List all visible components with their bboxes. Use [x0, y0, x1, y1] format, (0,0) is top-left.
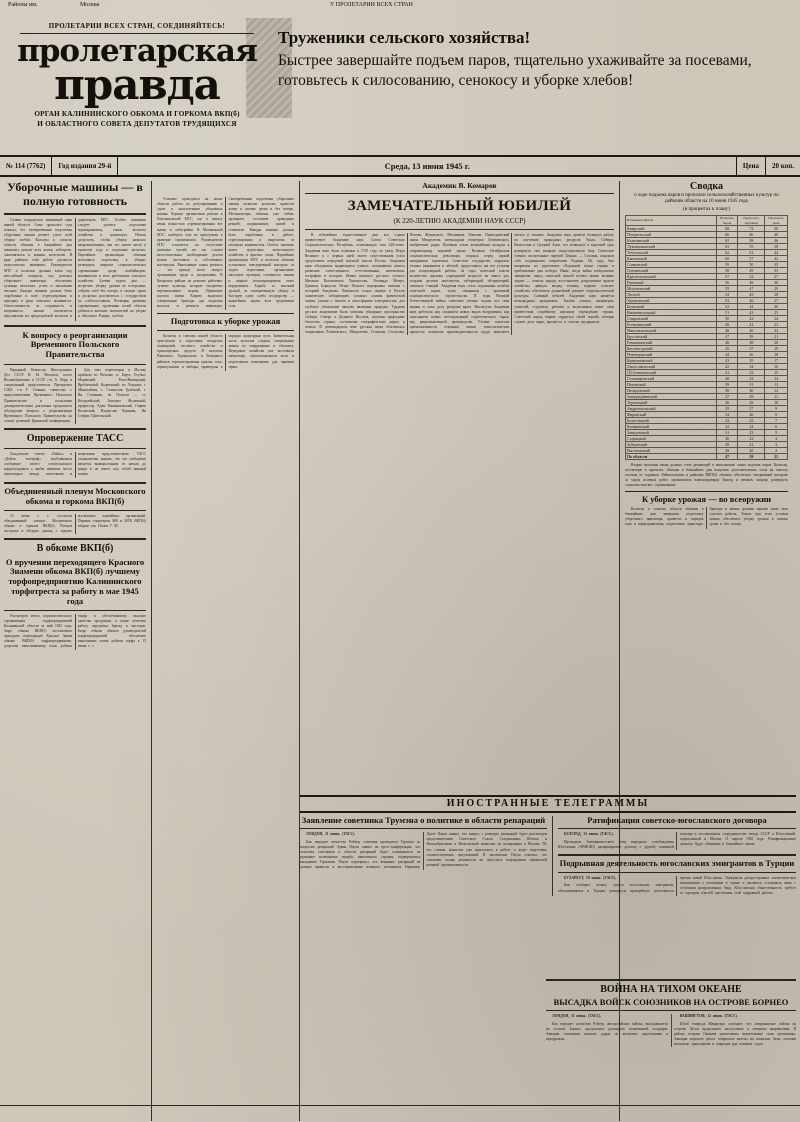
- pacific-war-section: [546, 975, 796, 1047]
- yugoslav-title: Ратификация советско-югославского договора: [587, 814, 767, 825]
- cell-value: 29: [716, 441, 738, 447]
- cell-value: 39: [738, 333, 765, 339]
- cell-value: 41: [738, 321, 765, 327]
- anniversary-subtitle: (К 220-ЛЕТИЮ АКАДЕМИИ НАУК СССР): [393, 217, 526, 226]
- divider: [4, 482, 146, 484]
- divider: [558, 872, 796, 873]
- cell-value: 66: [716, 231, 738, 237]
- appeal-text: Быстрее завершайте подъем паров, тщательно ухаживайте за посевами, готовьтесь к силосованию, сенокосу и уборке хлебов!: [278, 52, 752, 90]
- column2-body: [157, 197, 294, 310]
- cell-value: 28: [765, 291, 788, 297]
- cell-value: 16: [765, 363, 788, 369]
- cell-region: Максатихинский: [626, 327, 717, 333]
- cell-value: 24: [738, 423, 765, 429]
- cell-value: 48: [738, 279, 765, 285]
- cell-value: 40: [716, 375, 738, 381]
- cell-value: 30: [765, 279, 788, 285]
- cell-value: 59: [716, 261, 738, 267]
- cell-value: 6: [765, 423, 788, 429]
- plenum-body: [4, 514, 146, 534]
- cell-region: Теблешский: [626, 249, 717, 255]
- cell-value: 9: [765, 405, 788, 411]
- cell-value: 33: [738, 369, 765, 375]
- cell-region: Кесовогорский: [626, 345, 717, 351]
- divider: [625, 491, 788, 492]
- cell-value: 34: [738, 363, 765, 369]
- cell-value: 42: [765, 255, 788, 261]
- divider: [558, 854, 796, 856]
- cell-value: 50: [738, 261, 765, 267]
- cell-value: 25: [765, 309, 788, 315]
- masthead-title-line2: правда: [54, 59, 220, 109]
- truman-dateline: ЛОНДОН, 11 июня. (ТАСС).: [306, 832, 356, 837]
- cell-value: 23: [738, 429, 765, 435]
- truman-title: Заявление советника Трумэна о политике в области репараций: [301, 814, 546, 825]
- pacific-dateline-1: ЛОНДОН, 11 июня. (ТАСС).: [552, 1014, 602, 1019]
- cell-value: 36: [738, 351, 765, 357]
- cell-value: 49: [738, 267, 765, 273]
- cell-value: 44: [765, 249, 788, 255]
- cell-region: Торопецкий: [626, 399, 717, 405]
- cell-value: 45: [738, 291, 765, 297]
- cell-value: 53: [716, 297, 738, 303]
- cell-value: 35: [765, 261, 788, 267]
- cell-region: Бежецкий: [626, 303, 717, 309]
- header-pары: Вспахано паров: [716, 216, 738, 226]
- cell-value: 42: [716, 363, 738, 369]
- editorial-paragraph: Славно потрудились машинный парк нашей области. Опыт прошлого года показал, что своевременная подготовка уборочных машин решает успех всей уборки хлебов. Колхозы и совхозы области обязаны в ближайшие дни закончить ремонт всех жаток, лобогреек, сноповязалок и конных молотилок. В ряде районов этой работе уделяется недостаточно внимания. Руководители МТС и колхозов должны взять под неослабный контроль ход ремонта уборочного инвентаря, обеспечить кузницы металлом, углем и запасными частями. Каждая машина должна быть опробована в поле, отрегулирована и передана в руки опытного машиниста. Ответственность за сохранность и исправность машин возлагается персонально на председателей колхозов и директоров МТС. Особое внимание следует уделить подготовке зернохранилищ, токов, весового хозяйства и транспорта. Нельзя допустить, чтобы уборка началась неорганизованно, как это имело место в прошлом году в отдельных колхозах. Партийные организации обязаны возглавить подготовку к уборке, развернуть широкое социалистическое соревнование среди комбайнеров, машинистов и всех работников сельского хозяйства. Боевая задача дня — встретить уборку урожая во всеоружии, собрать хлеб без потерь, в сжатые сроки и досрочно рассчитаться с государством по хлебопоставкам. Всемерно развивая соревнование, труженики полей области добьются высоких показателей на уборке и обеспечат Родину хлебом.: [4, 217, 146, 319]
- cell-value: 38: [765, 243, 788, 249]
- cell-value: 24: [765, 315, 788, 321]
- cell-region: Селижаровский: [626, 375, 717, 381]
- cell-value: 43: [716, 357, 738, 363]
- harvest-ready-body: [625, 507, 788, 529]
- cell-value: 31: [738, 381, 765, 387]
- cell-region: Молоковский: [626, 285, 717, 291]
- cell-region: Фировский: [626, 411, 717, 417]
- cell-value: 46: [765, 237, 788, 243]
- cell-region: Оленинский: [626, 267, 717, 273]
- issue-price: 20 коп.: [772, 162, 794, 170]
- column-2: [152, 181, 300, 1121]
- obkom-body: [4, 614, 146, 651]
- topbar-mid: Москва: [80, 2, 100, 8]
- cell-value: 27: [738, 405, 765, 411]
- divider: [546, 979, 796, 981]
- cell-value: 10: [765, 399, 788, 405]
- issue-bar: [0, 155, 800, 177]
- cell-region: Кашинский: [626, 255, 717, 261]
- header-region: Названия районов: [626, 216, 717, 226]
- divider: [558, 828, 796, 829]
- cell-region: Калязинский: [626, 237, 717, 243]
- cell-value: 56: [716, 279, 738, 285]
- cell-value: 29: [738, 393, 765, 399]
- cell-value: 50: [765, 225, 788, 231]
- editorial-body: [4, 218, 146, 321]
- article-byline: Академик В. Комаров: [422, 181, 497, 190]
- editorial-headline: Уборочные машины — в полную готовность: [7, 180, 143, 208]
- cell-value: 42: [738, 315, 765, 321]
- svodka-table: [625, 215, 788, 460]
- cell-value: 19: [765, 345, 788, 351]
- pacific-body: [546, 1014, 796, 1047]
- appeal-headline: Труженики сельского хозяйства!: [278, 28, 531, 47]
- cell-value: 29: [765, 285, 788, 291]
- masthead-slogan: ПРОЛЕТАРИИ ВСЕХ СТРАН, СОЕДИНЯЙТЕСЬ!: [48, 22, 226, 30]
- svodka-footnote-text: Вторая половина июня должна стать решающей в выполнении плана подъема паров. Колхозы, отстающие в прополке, обязаны в ближайшие дни выделить дополнительные силы на очистку посевов от сорняков. Райисполкомы и райкомы ВКП(б) обязаны обеспечить ежедневный контроль за ходом полевых работ, организовать взаимопроверку бригад и звеньев, широко развернуть социалистическое соревнование.: [625, 462, 788, 488]
- cell-value: 22: [765, 453, 788, 459]
- obkom-paragraph: Рассмотрев итоги социалистического соревнования торфопредприятий Калининской области за май 1945 года, бюро обкома ВКП(б) постановило присудить переходящее Красное Знамя обкома ВКП(б) торфопредприятию, досрочно выполнившему план добычи торфа и обеспечившему высокое качество продукции, а также отметить работу передовых бригад и мастеров. Бюро обкома обязало руководителей торфопредприятий обеспечить выполнение плана добычи торфа к 15 июня с. г.: [4, 613, 146, 649]
- cell-value: 17: [765, 357, 788, 363]
- pacific-paragraph-1: Как передает агентство Рейтер, австралийские войска, высадившиеся на острове Борнео, продолжают расширять захваченный плацдарм. Авиация союзников наносит удары по японским укреплениям и аэродромам.: [546, 1021, 668, 1042]
- cell-value: 30: [738, 387, 765, 393]
- cell-value: 37: [738, 345, 765, 351]
- topbar-right: У ПРОЛЕТАРИИ ВСЕХ СТРАН: [330, 2, 413, 8]
- poland-section-title: К вопросу о реорганизации Временного Польского Правительства: [22, 329, 128, 360]
- cell-region: Андреапольский: [626, 405, 717, 411]
- cell-region: Завидовский: [626, 429, 717, 435]
- cell-value: 58: [716, 267, 738, 273]
- cell-value: 32: [738, 375, 765, 381]
- cell-value: 40: [765, 231, 788, 237]
- divider: [4, 213, 146, 215]
- foreign-telegrams-section: [300, 795, 796, 896]
- cell-value: 18: [765, 351, 788, 357]
- cell-value: 45: [716, 345, 738, 351]
- harvest-prep-body: [157, 334, 294, 371]
- cell-value: 30: [716, 435, 738, 441]
- cell-value: 31: [716, 429, 738, 435]
- obkom-kicker: В обкоме ВКП(б): [36, 543, 114, 555]
- masthead-subtitle-line2: И ОБЛАСТНОГО СОВЕТА ДЕПУТАТОВ ТРУДЯЩИХСЯ: [37, 119, 237, 128]
- cell-region: Западнодвинский: [626, 393, 717, 399]
- cell-value: 49: [716, 321, 738, 327]
- cell-value: 40: [738, 327, 765, 333]
- topbar-left: Районы им.: [8, 2, 38, 8]
- svodka-rows: [626, 225, 788, 459]
- yugoslav-dateline: БЕЛГРАД, 12 июня. (ТАСС).: [563, 832, 614, 837]
- cell-region: Нелидовский: [626, 387, 717, 393]
- foreign-item-right-stack: [553, 816, 796, 897]
- cell-region: Лесной: [626, 291, 717, 297]
- cell-value: 12: [765, 387, 788, 393]
- issue-date: Среда, 13 июня 1945 г.: [118, 157, 736, 175]
- cell-value: 72: [738, 225, 765, 231]
- truman-paragraph: Как передает агентство Рейтер, советник президента Трумэна по вопросам репараций Эдвин Паули заявил на пресс-конференции, что политика союзников в области репараций будет основываться на принципе возмещения ущерба, нанесенного странам, подвергшимся нападению Германии. Паули подчеркнул, что взимание репараций не должно привести к восстановлению военного потенциала Германии. Далее Паули заявил, что вопрос о размерах репараций будет рассмотрен представителями Советского Союза, Соединенных Штатов и Великобритании в Межсоюзной комиссии по репарациям в Москве. По его словам, комиссия уже приступила к работе и ведет подготовку соответствующих предложений. В заключение Паули отметил, что союзники полны решимости не допустить возрождения германской военной промышленности.: [300, 832, 547, 870]
- masthead: [0, 0, 800, 155]
- cell-value: 38: [738, 339, 765, 345]
- cell-value: 55: [716, 285, 738, 291]
- cell-value: 13: [765, 381, 788, 387]
- masthead-appeal: [278, 28, 794, 91]
- cell-value: 54: [716, 291, 738, 297]
- cell-value: 21: [738, 441, 765, 447]
- cell-value: 51: [716, 309, 738, 315]
- divider: [305, 229, 614, 230]
- emigrants-dateline: БУХАРЕСТ, 10 июня. (ТАСС).: [563, 875, 617, 880]
- foreign-item-1: [300, 816, 553, 897]
- cell-value: 21: [765, 333, 788, 339]
- cell-value: 39: [716, 381, 738, 387]
- cell-region: Спировский: [626, 315, 717, 321]
- header-grain: Прополото зерновых: [738, 216, 765, 226]
- cell-value: 37: [716, 393, 738, 399]
- cell-value: 8: [765, 411, 788, 417]
- cell-region: Брусовский: [626, 333, 717, 339]
- divider: [300, 828, 547, 829]
- cell-region: Кувшиновский: [626, 357, 717, 363]
- cell-value: 4: [765, 435, 788, 441]
- header-flax: Прополото льна: [765, 216, 788, 226]
- cell-value: 47: [738, 285, 765, 291]
- poland-section-body: [4, 368, 146, 424]
- cell-value: 61: [738, 249, 765, 255]
- plenum-paragraph: 12 июня с. г. состоялся объединенный пленум Московского обкома и горкома ВКП(б). Пленум заслушал и обсудил доклад о задачах московских партийных организаций. Первым секретарем МК и МГК ВКП(б) избран тов. Попов Г. М.: [4, 513, 146, 534]
- cell-value: 47: [716, 453, 738, 459]
- cell-value: 41: [716, 369, 738, 375]
- emigrants-title: Подрывная деятельность югославских эмигрантов в Турции: [559, 858, 795, 869]
- cell-value: 25: [738, 417, 765, 423]
- cell-value: 22: [765, 327, 788, 333]
- cell-value: 38: [716, 387, 738, 393]
- cell-region: Высоковский: [626, 447, 717, 453]
- cell-value: 50: [716, 315, 738, 321]
- anniversary-headline: ЗАМЕЧАТЕЛЬНЫЙ ЮБИЛЕЙ: [347, 198, 572, 214]
- cell-value: 22: [738, 435, 765, 441]
- anniversary-paragraph: В юбилейные торжественные дни вся страна приветствует Академию наук Союза Советских Социалистических Республик, отмечающую свое 220-летие. Академия наук была основана в 1725 году по указу Петра Великого и с первых дней своего существования стала средоточием передовой научной мысли России. Академия наук объединила выдающихся ученых, положивших начало развитию отечественного естествознания, математики, географии и истории. Имена великого русского ученого Михаила Васильевича Ломоносова, Леонарда Эйлера, Даниила Бернулли, Петра Палласа неразрывно связаны с историей Академии. Ломоносов создал первую в России химическую лабораторию, заложил основы физической химии, учения о теплоте и атмосферном электричестве, дал глубокое объяснение многим явлениям природы. Трудами русских академиков были описаны обширные пространства Сибири, Севера и Дальнего Востока, изучены природные богатства страны, составлены географические карты и атласы. В девятнадцатом веке русская наука обогатилась открытиями Лобачевского, Менделеева, Сеченова, Столетова, Попова, Жуковского, Мечникова, Павлова. Периодический закон Менделеева, неевклидова геометрия Лобачевского, изобретение радио Поповым стали величайшим вкладом в сокровищницу мировой науки. Великая Октябрьская социалистическая революция открыла перед наукой невиданные горизонты. Советское государство окружило ученых вниманием и заботой, предоставило им все условия для плодотворной работы. За годы советской власти количество научных учреждений возросло во много раз, созданы десятки институтов, лабораторий, обсерваторий, опытных станций. Академия наук стала подлинным штабом советской науки, тесно связанным с практикой социалистического строительства. В годы Великой Отечественной войны советские ученые отдали все свои знания и силы делу разгрома врага. Институты Академии наук работали над созданием новых видов вооружения, над изысканием новых месторождений стратегического сырья, над рационализацией производства. Ученые помогали промышленности осваивать новые технологические процессы, повышать производительность труда, экономить металл и топливо. Академия наук провела большую работу по изучению природных ресурсов Урала, Сибири, Казахстана и Средней Азии, что позволило в короткий срок развернуть там мощную индустриальную базу. Советские ученые, воспитанные партией Ленина — Сталина, показали себя подлинными патриотами Родины. Их труд был направлен на укрепление оборонной мощи страны и приближение дня победы. Ныне, когда война победоносно завершена, перед советской наукой встают новые великие задачи — помочь народу восстановить разрушенное врагом хозяйство, двинуть вперед технику, поднять сельское хозяйство, обеспечить дальнейший расцвет социалистической культуры. Славный юбилей Академии наук является всенародным праздником. Тысячи ученых, инженеров, учителей, студентов, рабочих и колхозников шлют свои приветствия старейшему научному учреждению страны. Советский народ вправе гордиться своей наукой, которая служит делу мира, прогресса и счастья трудящихся.: [305, 233, 614, 335]
- cell-region: По области: [626, 453, 717, 459]
- pacific-dateline-2: ВАШИНГТОН, 12 июня. (ТАСС).: [680, 1014, 738, 1019]
- tass-body: [4, 452, 146, 479]
- divider: [4, 448, 146, 449]
- plenum-title: Объединенный пленум Московского обкома и горкома ВКП(б): [4, 486, 146, 507]
- cell-region: Удомельский: [626, 297, 717, 303]
- cell-value: 46: [738, 297, 765, 303]
- cell-value: 57: [716, 273, 738, 279]
- cell-value: 55: [738, 243, 765, 249]
- cell-value: 60: [738, 231, 765, 237]
- divider: [4, 428, 146, 430]
- column2-paragraph: Успешно проводится на полях области работа по регулированию и сдаче в эксплуатацию уборочных машин. Хорошо организован ремонт в Емельяновской МТС, где к началу июня полностью отремонтированы все жатки и лобогрейки. В Мошковской МТС, наоборот, еще не приступили к проверке сноповязалок. Руководители МТС ссылаются на отсутствие запасных частей, но эти ссылки несостоятельны: необходимые детали можно изготовить в собственных мастерских. Выполнение плана ремонта — это прежде всего вопрос организации труда и дисциплины. В Кимрском районе на ремонте работают лучшие кузнецы, которые ежедневно перевыполняют нормы. Правление колхоза имени Кирова выделило специальные бригады для подвозки металла и ремонта инвентаря. Своевременная подготовка уборочных машин позволит колхозам провести жатву в сжатые сроки и без потерь. Механизаторы обязаны уже сейчас проверить состояние приводных ремней, подшипников, ножей и сегментов. Каждая машина должна быть опробована в работе, отрегулирована и закреплена за опытным машинистом. Особое значение имеет подготовка молотильного хозяйства и крытых токов. Партийные организации МТС и колхозов обязаны установить повседневный контроль за ходом подготовки, организовать массовую проверку готовности машин и широко популяризировать опыт передовиков. Борьба за высокий урожай, за своевременную уборку и быструю сдачу хлеба государству — важнейшая задача всех тружеников села.: [157, 197, 294, 308]
- cell-region: Ржевский: [626, 279, 717, 285]
- cell-value: 44: [738, 303, 765, 309]
- cell-value: 68: [716, 225, 738, 231]
- cell-value: 2: [765, 447, 788, 453]
- cell-value: 65: [716, 237, 738, 243]
- cell-region: Лихославльский: [626, 363, 717, 369]
- cell-value: 52: [716, 303, 738, 309]
- yugoslav-body: [558, 832, 796, 850]
- table-total-row: [626, 453, 788, 459]
- cell-value: 3: [765, 441, 788, 447]
- svodka-subtitle: о ходе подъема паров и прополки сельскохозяйственных культур по районам области на 10 июня 1945 года: [634, 192, 779, 204]
- svodka-note: (в процентах к плану): [683, 207, 730, 212]
- cell-region: Вышневолоцкий: [626, 309, 717, 315]
- cell-value: 58: [738, 237, 765, 243]
- pacific-title: ВОЙНА НА ТИХОМ ОКЕАНЕ: [600, 984, 742, 995]
- divider: [4, 325, 146, 327]
- masthead-title-line1: пролетарская: [17, 33, 257, 69]
- obkom-title: О вручении переходящего Красного Знамени обкома ВКП(б) лучшему торфопредприятию Калининского торфотреста за работу в мае 1945 года: [5, 556, 145, 606]
- cell-value: 39: [738, 453, 765, 459]
- harvest-prep-title: Подготовка к уборке урожая: [170, 316, 281, 327]
- column-1: [4, 181, 152, 1121]
- cell-value: 20: [765, 339, 788, 345]
- cell-region: Есеновичский: [626, 321, 717, 327]
- cell-value: 36: [716, 399, 738, 405]
- cell-region: Пеновский: [626, 381, 717, 387]
- cell-value: 28: [738, 399, 765, 405]
- cell-region: Конаковский: [626, 423, 717, 429]
- poland-delegates: Для этих переговоров в Москву прибыли из Польши: гг. Берут, Осубка-Моравский, Рола-Жимерский, Врублевский, Кодвенский; из Лондона: г. Миколайчик, г. Станислав Грабский, г. Ян Станьчик; из Польши — гг. Колодзейский, Зыгмунт Жулавский, профессор Адам Кжижановский, Генрик Коловский, Владислав Кернник, Ян Стефан Щигельский.: [78, 368, 146, 418]
- cell-value: 23: [765, 321, 788, 327]
- divider: [4, 610, 146, 611]
- cell-value: 63: [716, 243, 738, 249]
- truman-body: [300, 832, 547, 870]
- cell-value: 47: [716, 333, 738, 339]
- svodka-footnote: [625, 463, 788, 488]
- cell-region: Погорельский: [626, 231, 717, 237]
- cell-value: 32: [716, 423, 738, 429]
- cell-value: 34: [716, 411, 738, 417]
- cell-value: 15: [765, 369, 788, 375]
- cell-value: 26: [765, 303, 788, 309]
- harvest-ready-paragraph: Колхозы и совхозы области обязаны в ближайшие дни завершить подготовку уборочного инвентаря, привести в порядок тока и зернохранилища, подготовить транспорт. Бригады и звенья должны заранее знать свои участки работы. Только при этом условии можно обеспечить уборку урожая в сжатые сроки и без потерь.: [625, 506, 788, 527]
- emigrants-paragraph: Как сообщает печать, группа югославских эмигрантов, обосновавшихся в Турции, развернула враждебную деятельность против новой Югославии. Эмигранты распространяют клеветнические измышления о положении в стране и пытаются установить связь с остатками разгромленных банд. Югославская общественность требует от турецких властей пресечения этой подрывной работы.: [557, 875, 796, 896]
- issue-number: № 114 (7762): [0, 157, 52, 175]
- masthead-nameplate: [6, 22, 268, 130]
- cell-region: Старицкий: [626, 435, 717, 441]
- divider: [546, 1010, 796, 1011]
- poland-paragraph: Народный Комиссар Иностранных Дел СССР В. М. Молотов, посол Великобритании в СССР г-н А. Керр и специальный представитель Президента США г-н Г. Гопкинс совместно с представителями Временного Польского Правительства и польскими демократическими деятелями продолжали обсуждение вопроса о реорганизации Временного Польского Правительства на основе решений Крымской конференции.: [4, 368, 72, 423]
- pacific-paragraph-2: Штаб генерала Макартура сообщает, что американские войска на острове Лусон продолжают наступление в северном направлении. В районе острова Окинава уничтожены значительные силы противника. Авиация морского флота совершила налеты на японские базы, потопив несколько транспортов и повредив ряд военных судов.: [674, 1021, 796, 1047]
- cell-value: 35: [738, 357, 765, 363]
- cell-value: 33: [716, 417, 738, 423]
- tass-title: Опровержение ТАСС: [26, 433, 124, 445]
- cell-value: 5: [765, 429, 788, 435]
- cell-value: 43: [738, 309, 765, 315]
- cell-region: Рамешковский: [626, 339, 717, 345]
- table-header-row: [626, 216, 788, 226]
- svodka-title: Сводка: [690, 181, 723, 192]
- cell-region: Новоторжский: [626, 351, 717, 357]
- divider: [4, 538, 146, 540]
- harvest-ready-title: К уборке урожая — во всеоружии: [641, 494, 772, 505]
- tass-paragraph: Лондонские газеты «Таймс» и «Дейли телеграф» опубликовали сообщение своего стокгольмского корреспондента о якобы имевших место переговорах между советскими и японскими представителями. ТАСС уполномочен заявить, что это сообщение является вымышленным от начала до конца и не имеет под собой никакой почвы.: [4, 451, 146, 476]
- cell-value: 14: [765, 375, 788, 381]
- cell-region: Зубцовский: [626, 441, 717, 447]
- page-footer: [0, 1105, 800, 1120]
- cell-value: 62: [716, 249, 738, 255]
- cell-value: 52: [738, 273, 765, 279]
- foreign-telegrams-title: ИНОСТРАННЫЕ ТЕЛЕГРАММЫ: [446, 798, 650, 809]
- cell-value: 35: [716, 405, 738, 411]
- cell-value: 48: [716, 327, 738, 333]
- cell-region: Бологовский: [626, 417, 717, 423]
- cell-value: 60: [716, 255, 738, 261]
- divider: [305, 193, 614, 194]
- anniversary-body: [305, 233, 614, 335]
- cell-region: Кимрский: [626, 225, 717, 231]
- divider: [157, 313, 294, 314]
- divider: [4, 510, 146, 511]
- issue-year: Год издания 29-й: [52, 157, 118, 175]
- cell-value: 57: [738, 255, 765, 261]
- issue-price-label: Цена: [737, 157, 766, 175]
- cell-value: 7: [765, 417, 788, 423]
- cell-value: 37: [765, 273, 788, 279]
- cell-value: 20: [738, 447, 765, 453]
- masthead-subtitle-line1: ОРГАН КАЛИНИНСКОГО ОБКОМА И ГОРКОМА ВКП(б): [34, 110, 240, 119]
- cell-value: 28: [716, 447, 738, 453]
- cell-region: Луковниковский: [626, 243, 717, 249]
- cell-value: 11: [765, 393, 788, 399]
- cell-value: 33: [765, 267, 788, 273]
- harvest-prep-paragraph: Колхозы и совхозы нашей области приступили к подготовке складских помещений, весового хозяйства и транспортных средств. В колхозах Ржевского, Торжокского и Бежецкого районов отремонтированы крытые тока, зерносушилки и амбары, приведены в порядок подъездные пути. Значительная часть колхозов создала специальные звенья по скирдованию и обмолоту. Передовые хозяйства уже заготовили мешкотару, отремонтировали весы и подготовили помещения для приемки зерна.: [157, 334, 294, 369]
- cell-value: 27: [765, 297, 788, 303]
- cell-value: 26: [738, 411, 765, 417]
- cell-region: Сонковский: [626, 261, 717, 267]
- cell-value: 44: [716, 351, 738, 357]
- pacific-subtitle: ВЫСАДКА ВОЙСК СОЮЗНИКОВ НА ОСТРОВЕ БОРНЕО: [553, 996, 789, 1007]
- cell-value: 46: [716, 339, 738, 345]
- divider: [4, 364, 146, 365]
- yugoslav-paragraph: Президиум Антифашистского веча народного освобождения Югославии (АВНОЮ) ратифицировал договор о дружбе, взаимной помощи и послевоенном сотрудничестве между СССР и Югославией, подписанный в Москве 11 апреля 1945 года. Ратификационные грамоты будут обменены в ближайшее время.: [557, 832, 796, 849]
- cell-region: 沃Осташковский: [626, 369, 717, 375]
- divider: [157, 330, 294, 331]
- cell-region: Краснохолмский: [626, 273, 717, 279]
- emigrants-body: [558, 876, 796, 896]
